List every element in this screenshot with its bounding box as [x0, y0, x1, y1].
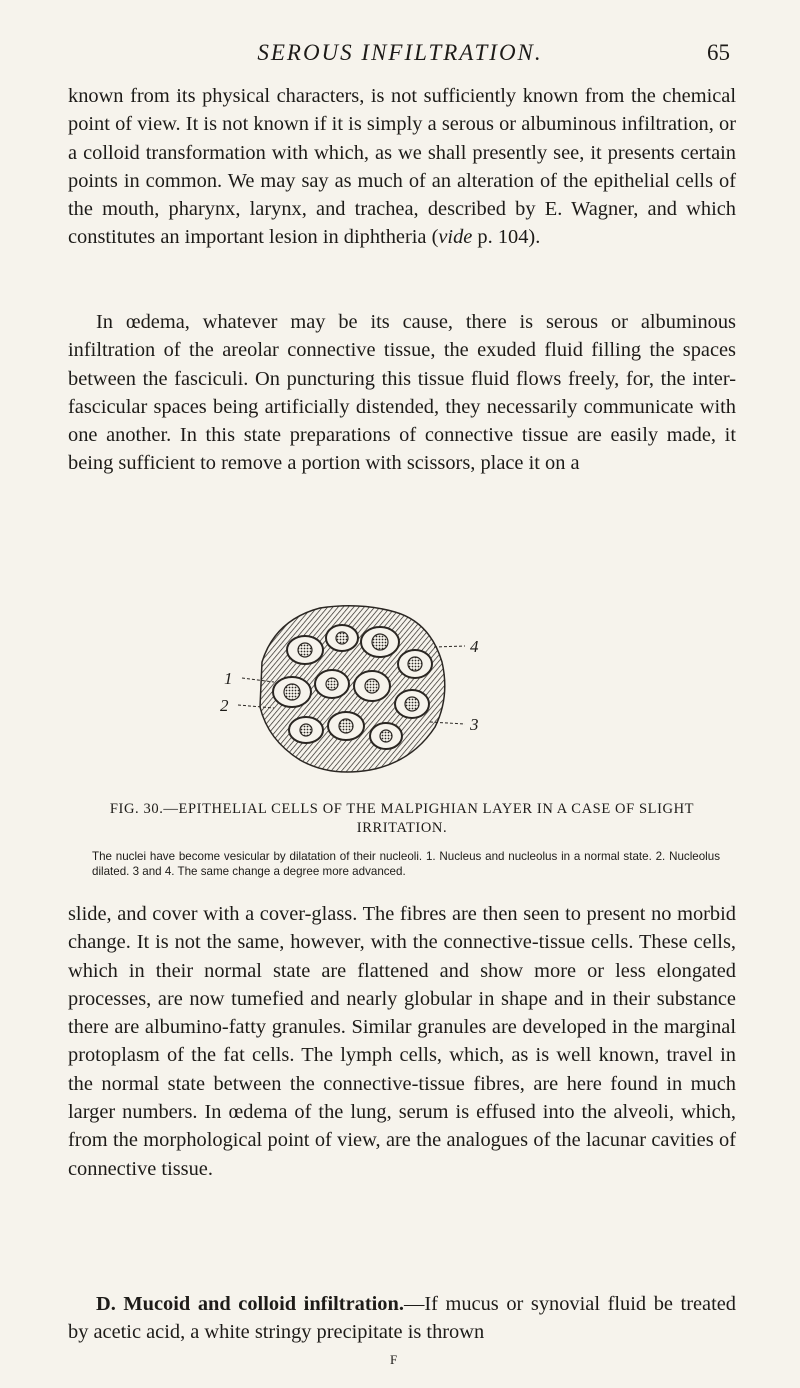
paragraph-mucoid [68, 1290, 736, 1347]
nucleus [326, 678, 338, 690]
nucleus [336, 632, 348, 644]
paragraph-text: known from its physical characters, is not sufficiently known from the chemical point of view. It is not known if it is simply a serous or albuminous infiltration, or a colloid transformation with which, as we shall presently see, it presents certain points in common. We may say as much of an alteration of the epithelial cells of the mouth, pharynx, larynx, and trachea, described by E. Wagner, and which constitutes an important lesion in diphtheria ( [68, 85, 736, 249]
figure-label-1: 1 [224, 669, 233, 688]
paragraph-text: —If mucus or synovial fluid be treated by acetic acid, a white stringy precipitate is thrown [68, 1293, 736, 1344]
paragraph-text-end: p. 104). [472, 226, 541, 249]
paragraph-continued [68, 82, 736, 252]
nucleus [339, 719, 353, 733]
page-header [0, 40, 800, 74]
page-number: 65 [707, 40, 730, 65]
figure-caption-note: The nuclei have become vesicular by dilatation of their nucleoli. 1. Nucleus and nucleolus in a normal state. 2. Nucleolus dilated. 3 and 4. The same change a degree more advanced. [92, 850, 720, 878]
figure-caption-title: FIG. 30.—EPITHELIAL CELLS OF THE MALPIGHIAN LAYER IN A CASE OF SLIGHT IRRITATION. [109, 801, 695, 836]
figure-label-3: 3 [470, 715, 479, 734]
section-heading-mucoid: D. Mucoid and colloid infiltration. [96, 1293, 404, 1315]
nucleus [300, 724, 312, 736]
nucleus [298, 643, 312, 657]
nucleus [284, 684, 300, 700]
nucleus [380, 730, 392, 742]
nucleus [408, 657, 422, 671]
running-head: SEROUS INFILTRATION. [257, 40, 543, 65]
figure-30 [0, 602, 800, 792]
emphasis-vide: vide [438, 226, 473, 249]
paragraph-oedema: In œdema, whatever may be its cause, there is serous or albuminous infiltration of the areolar connective tissue, the exuded fluid filling the spaces between the fasciculi. On puncturing this tissue fluid flows freely, for, the inter-fascicular spaces being artificially distended, they necessarily communicate with one another. In this state preparations of connective tissue are easily made, it being sufficient to remove a portion with scissors, place it on a [68, 311, 736, 475]
nucleus [405, 697, 419, 711]
paragraph-slide: slide, and cover with a cover-glass. The fibres are then seen to present no morbid change. It is not the same, however, with the connective-tissue cells. These cells, which in their normal state are flattened and show more or less elongated processes, are now tumefied and nearly globular in shape and in their substance there are albumino-fatty granules. Similar granules are developed in the marginal protoplasm of the fat cells. The lymph cells, which, as is well known, travel in the normal state between the connective-tissue fibres, are here found in much larger numbers. In œdema of the lung, serum is effused into the alveoli, which, from the morphological point of view, are the analogues of the lacunar cavities of connective tissue. [68, 903, 736, 1180]
nucleus [372, 634, 388, 650]
signature-mark: F [390, 1352, 398, 1367]
figure-label-4: 4 [470, 637, 479, 656]
nucleus [365, 679, 379, 693]
figure-label-2: 2 [220, 696, 229, 715]
epithelial-cells-illustration [180, 602, 600, 782]
